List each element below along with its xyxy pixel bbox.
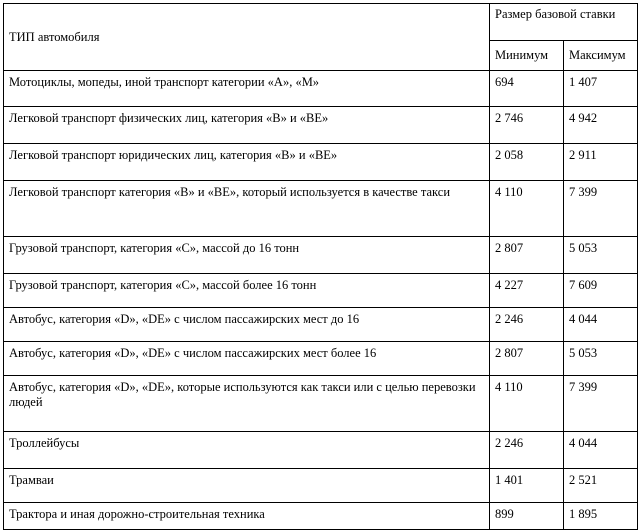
cell-minimum: 2 058	[490, 144, 564, 181]
cell-maximum: 7 399	[564, 181, 638, 237]
table-row	[4, 274, 638, 308]
cell-vehicle-type: Легковой транспорт физических лиц, категория «В» и «ВЕ»	[4, 107, 490, 144]
header-maximum: Максимум	[564, 41, 638, 71]
table-row	[4, 376, 638, 432]
cell-minimum: 2 746	[490, 107, 564, 144]
table-row	[4, 432, 638, 469]
cell-maximum: 5 053	[564, 342, 638, 376]
table-row	[4, 342, 638, 376]
cell-vehicle-type: Грузовой транспорт, категория «С», массой более 16 тонн	[4, 274, 490, 308]
cell-minimum: 2 246	[490, 432, 564, 469]
cell-minimum: 4 227	[490, 274, 564, 308]
cell-vehicle-type: Легковой транспорт категория «В» и «ВЕ», который используется в качестве такси	[4, 181, 490, 237]
cell-minimum: 4 110	[490, 376, 564, 432]
cell-minimum: 2 807	[490, 342, 564, 376]
cell-vehicle-type: Легковой транспорт юридических лиц, категория «В» и «ВЕ»	[4, 144, 490, 181]
cell-vehicle-type: Трактора и иная дорожно-строительная техника	[4, 503, 490, 530]
cell-vehicle-type: Мотоциклы, мопеды, иной транспорт категории «А», «М»	[4, 71, 490, 107]
cell-vehicle-type: Автобус, категория «D», «DE» с числом пассажирских мест более 16	[4, 342, 490, 376]
table-row	[4, 237, 638, 274]
header-minimum: Минимум	[490, 41, 564, 71]
cell-vehicle-type: Грузовой транспорт, категория «С», массой до 16 тонн	[4, 237, 490, 274]
cell-minimum: 4 110	[490, 181, 564, 237]
table-row	[4, 503, 638, 530]
cell-vehicle-type: Троллейбусы	[4, 432, 490, 469]
header-base-rate: Размер базовой ставки	[490, 4, 638, 41]
cell-maximum: 4 044	[564, 308, 638, 342]
cell-minimum: 2 807	[490, 237, 564, 274]
cell-minimum: 2 246	[490, 308, 564, 342]
cell-minimum: 1 401	[490, 469, 564, 503]
cell-maximum: 5 053	[564, 237, 638, 274]
cell-maximum: 1 895	[564, 503, 638, 530]
cell-minimum: 694	[490, 71, 564, 107]
table-row	[4, 469, 638, 503]
cell-vehicle-type: Автобус, категория «D», «DE», которые используются как такси или с целью перевозки людей	[4, 376, 490, 432]
cell-maximum: 4 942	[564, 107, 638, 144]
cell-maximum: 2 521	[564, 469, 638, 503]
cell-maximum: 7 609	[564, 274, 638, 308]
cell-vehicle-type: Трамваи	[4, 469, 490, 503]
table-row	[4, 308, 638, 342]
table-row	[4, 144, 638, 181]
cell-maximum: 4 044	[564, 432, 638, 469]
cell-minimum: 899	[490, 503, 564, 530]
base-rate-table	[3, 3, 638, 530]
header-vehicle-type: ТИП автомобиля	[4, 4, 490, 71]
header-row-group	[4, 4, 638, 41]
table-row	[4, 71, 638, 107]
cell-vehicle-type: Автобус, категория «D», «DE» с числом пассажирских мест до 16	[4, 308, 490, 342]
table-row	[4, 181, 638, 237]
table-row	[4, 107, 638, 144]
cell-maximum: 2 911	[564, 144, 638, 181]
cell-maximum: 1 407	[564, 71, 638, 107]
cell-maximum: 7 399	[564, 376, 638, 432]
